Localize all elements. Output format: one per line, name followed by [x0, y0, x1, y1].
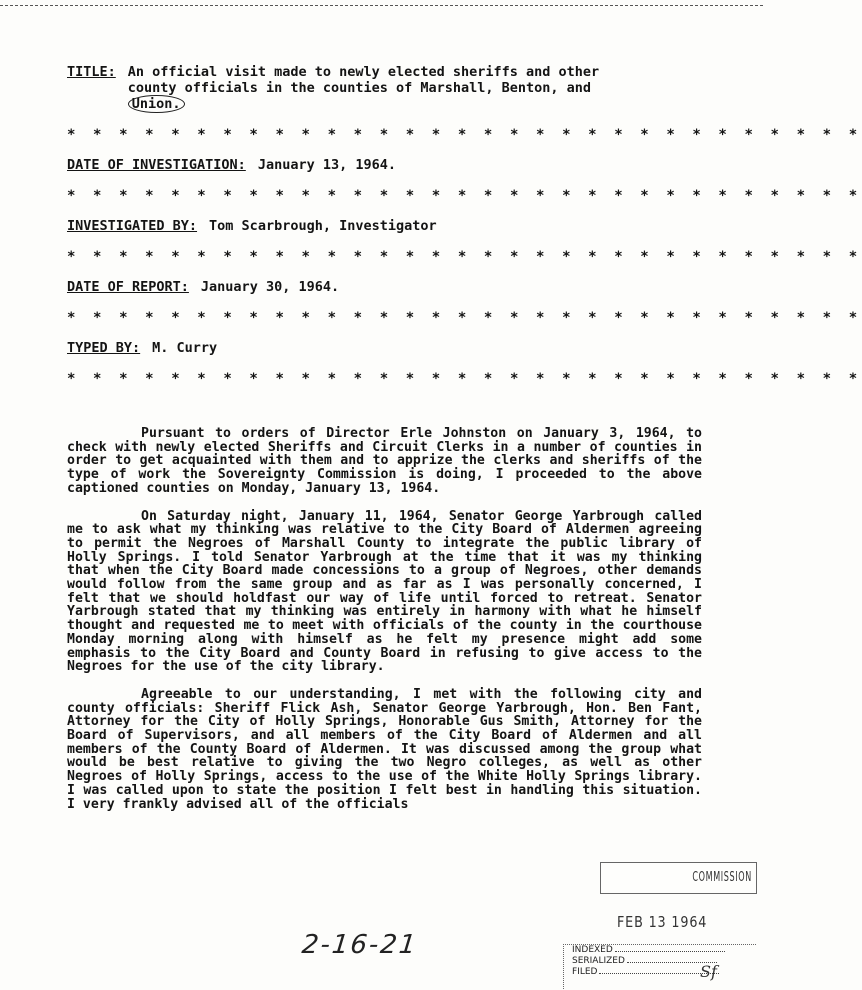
typed-by-label: TYPED BY:: [67, 340, 141, 356]
star-divider-2: * * * * * * * * * * * * * * * * * * * * * * * * * * * * * * *: [67, 188, 862, 204]
indexed-label: INDEXED: [572, 945, 613, 955]
filing-stamp-box: [563, 944, 756, 989]
star-divider-5: * * * * * * * * * * * * * * * * * * * * * * * * * * * * * * *: [67, 371, 862, 387]
investigated-by-value: Tom Scarbrough, Investigator: [209, 218, 437, 234]
top-border-line: [0, 5, 763, 6]
date-of-report-label: DATE OF REPORT:: [67, 279, 189, 295]
investigated-by-label: INVESTIGATED BY:: [67, 218, 198, 234]
filed-label: FILED: [572, 967, 598, 977]
date-of-investigation-row: [67, 157, 707, 173]
commission-stamp-text: COMMISSION: [692, 870, 752, 885]
star-divider-1: * * * * * * * * * * * * * * * * * * * * * * * * * * * * * * *: [67, 127, 862, 143]
body-paragraph: Pursuant to orders of Director Erle Johnston on January 3, 1964, to check with newly elected Sheriffs and Circuit Clerks in a number of counties in order to get acquainted with them and to apprize the clerks and sheriffs of the type of work the Sovereignty Commission is doing, I proceeded to the above captioned counties on Monday, January 13, 1964.: [67, 426, 702, 496]
date-of-investigation-label: DATE OF INVESTIGATION:: [67, 157, 246, 173]
star-divider-3: * * * * * * * * * * * * * * * * * * * * * * * * * * * * * * *: [67, 249, 862, 265]
handwritten-initials: Sf: [700, 962, 717, 981]
serialized-label: SERIALIZED: [572, 956, 625, 966]
body-paragraph: Agreeable to our understanding, I met with the following city and county officials: Sheriff Flick Ash, Senator George Yarbrough, Hon. Ben Fant, Attorney for the City of Holly Springs, Honorable Gus Smith, Attorney for the Board of Supervisors, and all members of the City Board of Aldermen and all members of the County Board of Aldermen. It was discussed among the group what would be best relative to giving the two Negro colleges, as well as other Negroes of Holly Springs, access to the use of the White Holly Springs library. I was called upon to state the position I felt best in handling this situation. I very frankly advised all of the officials: [67, 686, 702, 812]
date-of-report-row: [67, 279, 707, 295]
investigated-by-row: [67, 218, 707, 234]
title-block: [128, 64, 599, 112]
serialized-line: [564, 956, 756, 967]
body-paragraph: On Saturday night, January 11, 1964, Senator George Yarbrough called me to ask what my thinking was relative to the City Board of Aldermen agreeing to permit the Negroes of Marshall County to integrate the public library of Holly Springs. I told Senator Yarbrough at the time that it was my thinking that when the City Board made concessions to a group of Negroes, other demands would follow from the same group and as far as I was personally concerned, I felt that we should holdfast our way of life until forced to retreat. Senator Yarbrough stated that my thinking was entirely in harmony with what he himself thought and requested me to meet with officials of the county in the courthouse Monday morning along with himself as he felt my presence might add some emphasis to the City Board and County Board in refusing to give access to the Negroes for the use of the city library.: [67, 508, 702, 675]
report-header: [67, 64, 862, 401]
typed-by-row: [67, 340, 707, 356]
title-row: [67, 64, 707, 112]
date-of-investigation-value: January 13, 1964.: [257, 157, 396, 173]
indexed-line: [564, 945, 756, 956]
filed-line: [564, 967, 756, 978]
report-body: [67, 427, 702, 825]
typed-by-value: M. Curry: [152, 340, 218, 356]
handwritten-file-number: 2-16-21: [300, 930, 420, 960]
title-circled-word: Union.: [128, 95, 185, 113]
title-label: TITLE:: [67, 64, 116, 80]
date-of-report-value: January 30, 1964.: [200, 279, 340, 295]
star-divider-4: * * * * * * * * * * * * * * * * * * * * * * * * * * * * * * *: [67, 310, 862, 326]
commission-stamp: [600, 862, 757, 894]
title-text: An official visit made to newly elected sheriffs and other county officials in the counties of Marshall, Benton, and: [127, 64, 600, 96]
received-date-stamp: FEB 13 1964: [617, 913, 708, 931]
